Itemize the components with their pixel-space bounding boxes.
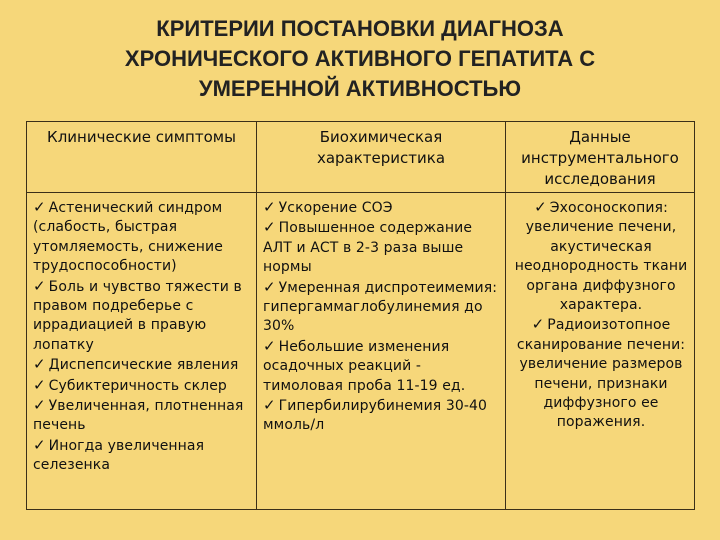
- list-item: ✓ Радиоизотопное сканирование печени: увеличение размеров печени, признаки диффузного ее поражения.: [516, 315, 686, 431]
- header-biochemical: Биохимическая характеристика: [257, 122, 506, 193]
- title-line-3: УМЕРЕННОЙ АКТИВНОСТЬЮ: [198, 76, 522, 101]
- check-icon: ✓: [33, 198, 46, 216]
- table-header-row: [27, 122, 695, 193]
- check-icon: ✓: [263, 198, 276, 216]
- header-clinical-symptoms: Клинические симптомы: [27, 122, 257, 193]
- check-icon: ✓: [263, 396, 276, 415]
- table-row: [27, 193, 695, 510]
- check-icon: ✓: [33, 276, 46, 295]
- list-item: ✓ Субиктеричность склер: [33, 375, 227, 394]
- check-icon: ✓: [33, 396, 46, 415]
- list-item: ✓ Небольшие изменения осадочных реакций - тимоловая проба 11-19 ед.: [263, 336, 466, 394]
- list-item: ✓ Боль и чувство тяжести в правом подреберье с иррадиацией в правую лопатку: [33, 276, 242, 353]
- list-item: ✓ Диспепсические явления: [33, 355, 239, 374]
- check-icon: ✓: [33, 435, 46, 454]
- check-icon: ✓: [534, 198, 547, 216]
- list-item: ✓ Ускорение СОЭ: [263, 198, 393, 216]
- instrumental-cell: [506, 193, 695, 510]
- title-line-2: ХРОНИЧЕСКОГО АКТИВНОГО ГЕПАТИТА С: [124, 46, 596, 71]
- list-item: ✓ Повышенное содержание АЛТ и АСТ в 2-3 раза выше нормы: [263, 218, 473, 276]
- biochemical-cell: [257, 193, 506, 510]
- check-icon: ✓: [33, 355, 46, 374]
- list-item: ✓ Астенический синдром (слабость, быстрая утомляемость, снижение трудоспособности): [33, 198, 223, 275]
- check-icon: ✓: [263, 336, 276, 355]
- list-item: ✓ Эхосоноскопия: увеличение печени, акустическая неоднородность ткани органа диффузного характера.: [514, 198, 688, 314]
- title-line-1: КРИТЕРИИ ПОСТАНОВКИ ДИАГНОЗА: [156, 16, 564, 41]
- header-instrumental: Данные инструментального исследования: [506, 122, 695, 193]
- criteria-table: [26, 121, 695, 510]
- list-item: ✓ Увеличенная, плотненная печень: [33, 396, 244, 434]
- slide-title: [0, 14, 720, 104]
- list-item: ✓ Иногда увеличенная селезенка: [33, 435, 205, 474]
- check-icon: ✓: [531, 315, 545, 334]
- list-item: ✓ Умеренная диспротеимемия: гипергаммаглобулинемия до 30%: [263, 277, 498, 335]
- list-item: ✓ Гипербилирубинемия 30-40 ммоль/л: [263, 396, 488, 434]
- check-icon: ✓: [33, 375, 46, 394]
- clinical-symptoms-cell: [27, 193, 257, 510]
- check-icon: ✓: [263, 218, 276, 237]
- check-icon: ✓: [263, 277, 276, 296]
